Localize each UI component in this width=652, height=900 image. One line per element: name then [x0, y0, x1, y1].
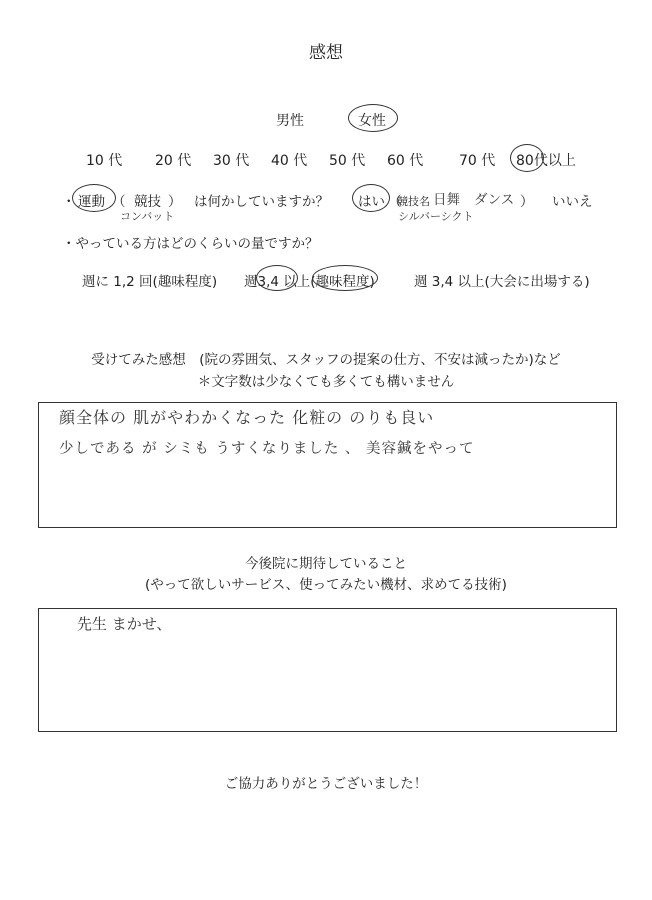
- sports-answer-yes[interactable]: はい: [358, 194, 385, 210]
- age-80-suffix: 代以上: [533, 153, 576, 169]
- age-option-70[interactable]: 70 代: [459, 153, 496, 169]
- thanks-message: ご協力ありがとうございました！: [224, 776, 428, 792]
- impressions-answer-line-2: 少しである が シミも うすくなりました 、 美容鍼をやって: [59, 441, 475, 457]
- selection-circle: [510, 144, 544, 172]
- selection-circle: [312, 265, 378, 291]
- impressions-note: ＊文字数は少なくても多くても構いません: [197, 374, 455, 390]
- age-option-40[interactable]: 40 代: [271, 153, 308, 169]
- expectations-answer-box[interactable]: [38, 608, 617, 732]
- selection-circle: [348, 104, 398, 132]
- event-paren-close: ）: [520, 194, 534, 210]
- selection-circle: [352, 184, 390, 212]
- impressions-answer-line-1: 顔全体の 肌がやわかくなった 化粧の のりも良い: [59, 408, 435, 427]
- impressions-heading: 受けてみた感想 (院の雰囲気、スタッフの提案の仕方、不安は減ったか)など: [91, 352, 561, 368]
- event-name-value-a: 日舞: [433, 192, 460, 208]
- frequency-option-3[interactable]: 週 3,4 以上(大会に出場する): [414, 274, 590, 290]
- age-80-number: 80: [516, 153, 534, 169]
- selection-circle: [72, 184, 116, 212]
- frequency-option-2-hobby: (趣味程度): [310, 274, 375, 290]
- page-title: 感想: [309, 43, 343, 63]
- frequency-option-1[interactable]: 週に 1,2 回(趣味程度): [82, 274, 218, 290]
- age-option-60[interactable]: 60 代: [387, 153, 424, 169]
- sports-question-text: は何かしていますか？: [194, 194, 329, 210]
- event-paren-open: （: [388, 194, 402, 210]
- age-option-50[interactable]: 50 代: [329, 153, 366, 169]
- age-option-30[interactable]: 30 代: [213, 153, 250, 169]
- amount-question: ・やっている方はどのくらいの量ですか？: [62, 236, 319, 252]
- sports-option-exercise[interactable]: 運動: [78, 194, 105, 210]
- gender-option-female[interactable]: 女性: [358, 113, 386, 129]
- sports-option-competition[interactable]: 競技: [134, 194, 161, 210]
- paren-close: ）: [168, 194, 182, 210]
- age-option-20[interactable]: 20 代: [155, 153, 192, 169]
- handwritten-note-combat: コンバット: [120, 210, 175, 223]
- event-name-value-b: ダンス: [474, 192, 515, 208]
- paren-open: （: [112, 194, 126, 210]
- expectations-subheading: (やって欲しいサービス、使ってみたい機材、求めてる技術): [145, 577, 507, 593]
- expectations-heading: 今後院に期待していること: [245, 556, 407, 572]
- event-name-label: 競技名: [397, 195, 430, 208]
- impressions-answer-box[interactable]: [38, 402, 617, 528]
- age-option-10[interactable]: 10 代: [86, 153, 123, 169]
- handwritten-note-silver: シルバーシクト: [398, 210, 474, 223]
- gender-option-male[interactable]: 男性: [276, 113, 304, 129]
- expectations-answer: 先生 まかせ、: [77, 615, 172, 633]
- selection-circle: [256, 265, 298, 291]
- frequency-option-2-prefix: 週: [244, 274, 258, 290]
- sports-answer-no[interactable]: いいえ: [552, 194, 593, 210]
- sports-question-bullet: ・: [62, 194, 76, 210]
- frequency-option-2-mid: 3,4 以上: [257, 274, 311, 290]
